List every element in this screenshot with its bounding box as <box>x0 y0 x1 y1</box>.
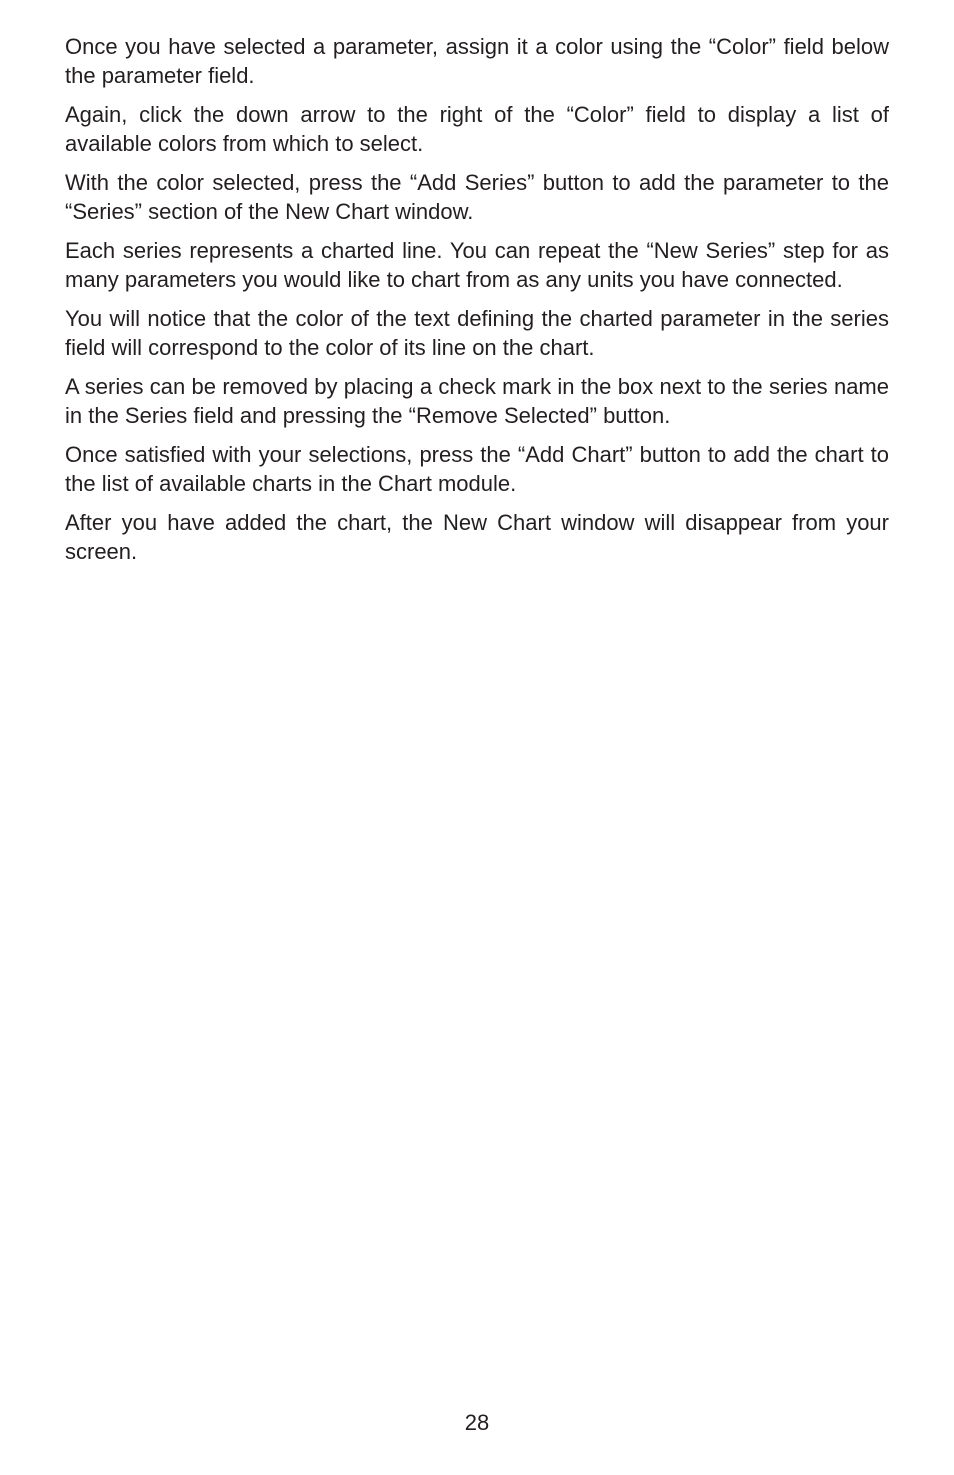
paragraph-series-lines: Each series represents a charted line. You can repeat the “New Series” step for as many parameters you would like to chart from as any units you have connected. <box>65 238 889 292</box>
paragraph-add-chart: Once satisfied with your selections, press the “Add Chart” button to add the chart to the list of available charts in the Chart module. <box>65 442 889 496</box>
document-body <box>65 32 889 576</box>
paragraph-remove-series: A series can be removed by placing a check mark in the box next to the series name in the Series field and pressing the “Remove Selected” button. <box>65 374 889 428</box>
paragraph-window-closes: After you have added the chart, the New Chart window will disappear from your screen. <box>65 510 889 564</box>
paragraph-color-field: Once you have selected a parameter, assign it a color using the “Color” field below the parameter field. <box>65 34 889 88</box>
paragraph-add-series: With the color selected, press the “Add Series” button to add the parameter to the “Series” section of the New Chart window. <box>65 170 889 224</box>
paragraph-color-dropdown: Again, click the down arrow to the right of the “Color” field to display a list of available colors from which to select. <box>65 102 889 156</box>
paragraph-series-color: You will notice that the color of the text defining the charted parameter in the series field will correspond to the color of its line on the chart. <box>65 306 889 360</box>
page-number: 28 <box>464 1410 490 1435</box>
